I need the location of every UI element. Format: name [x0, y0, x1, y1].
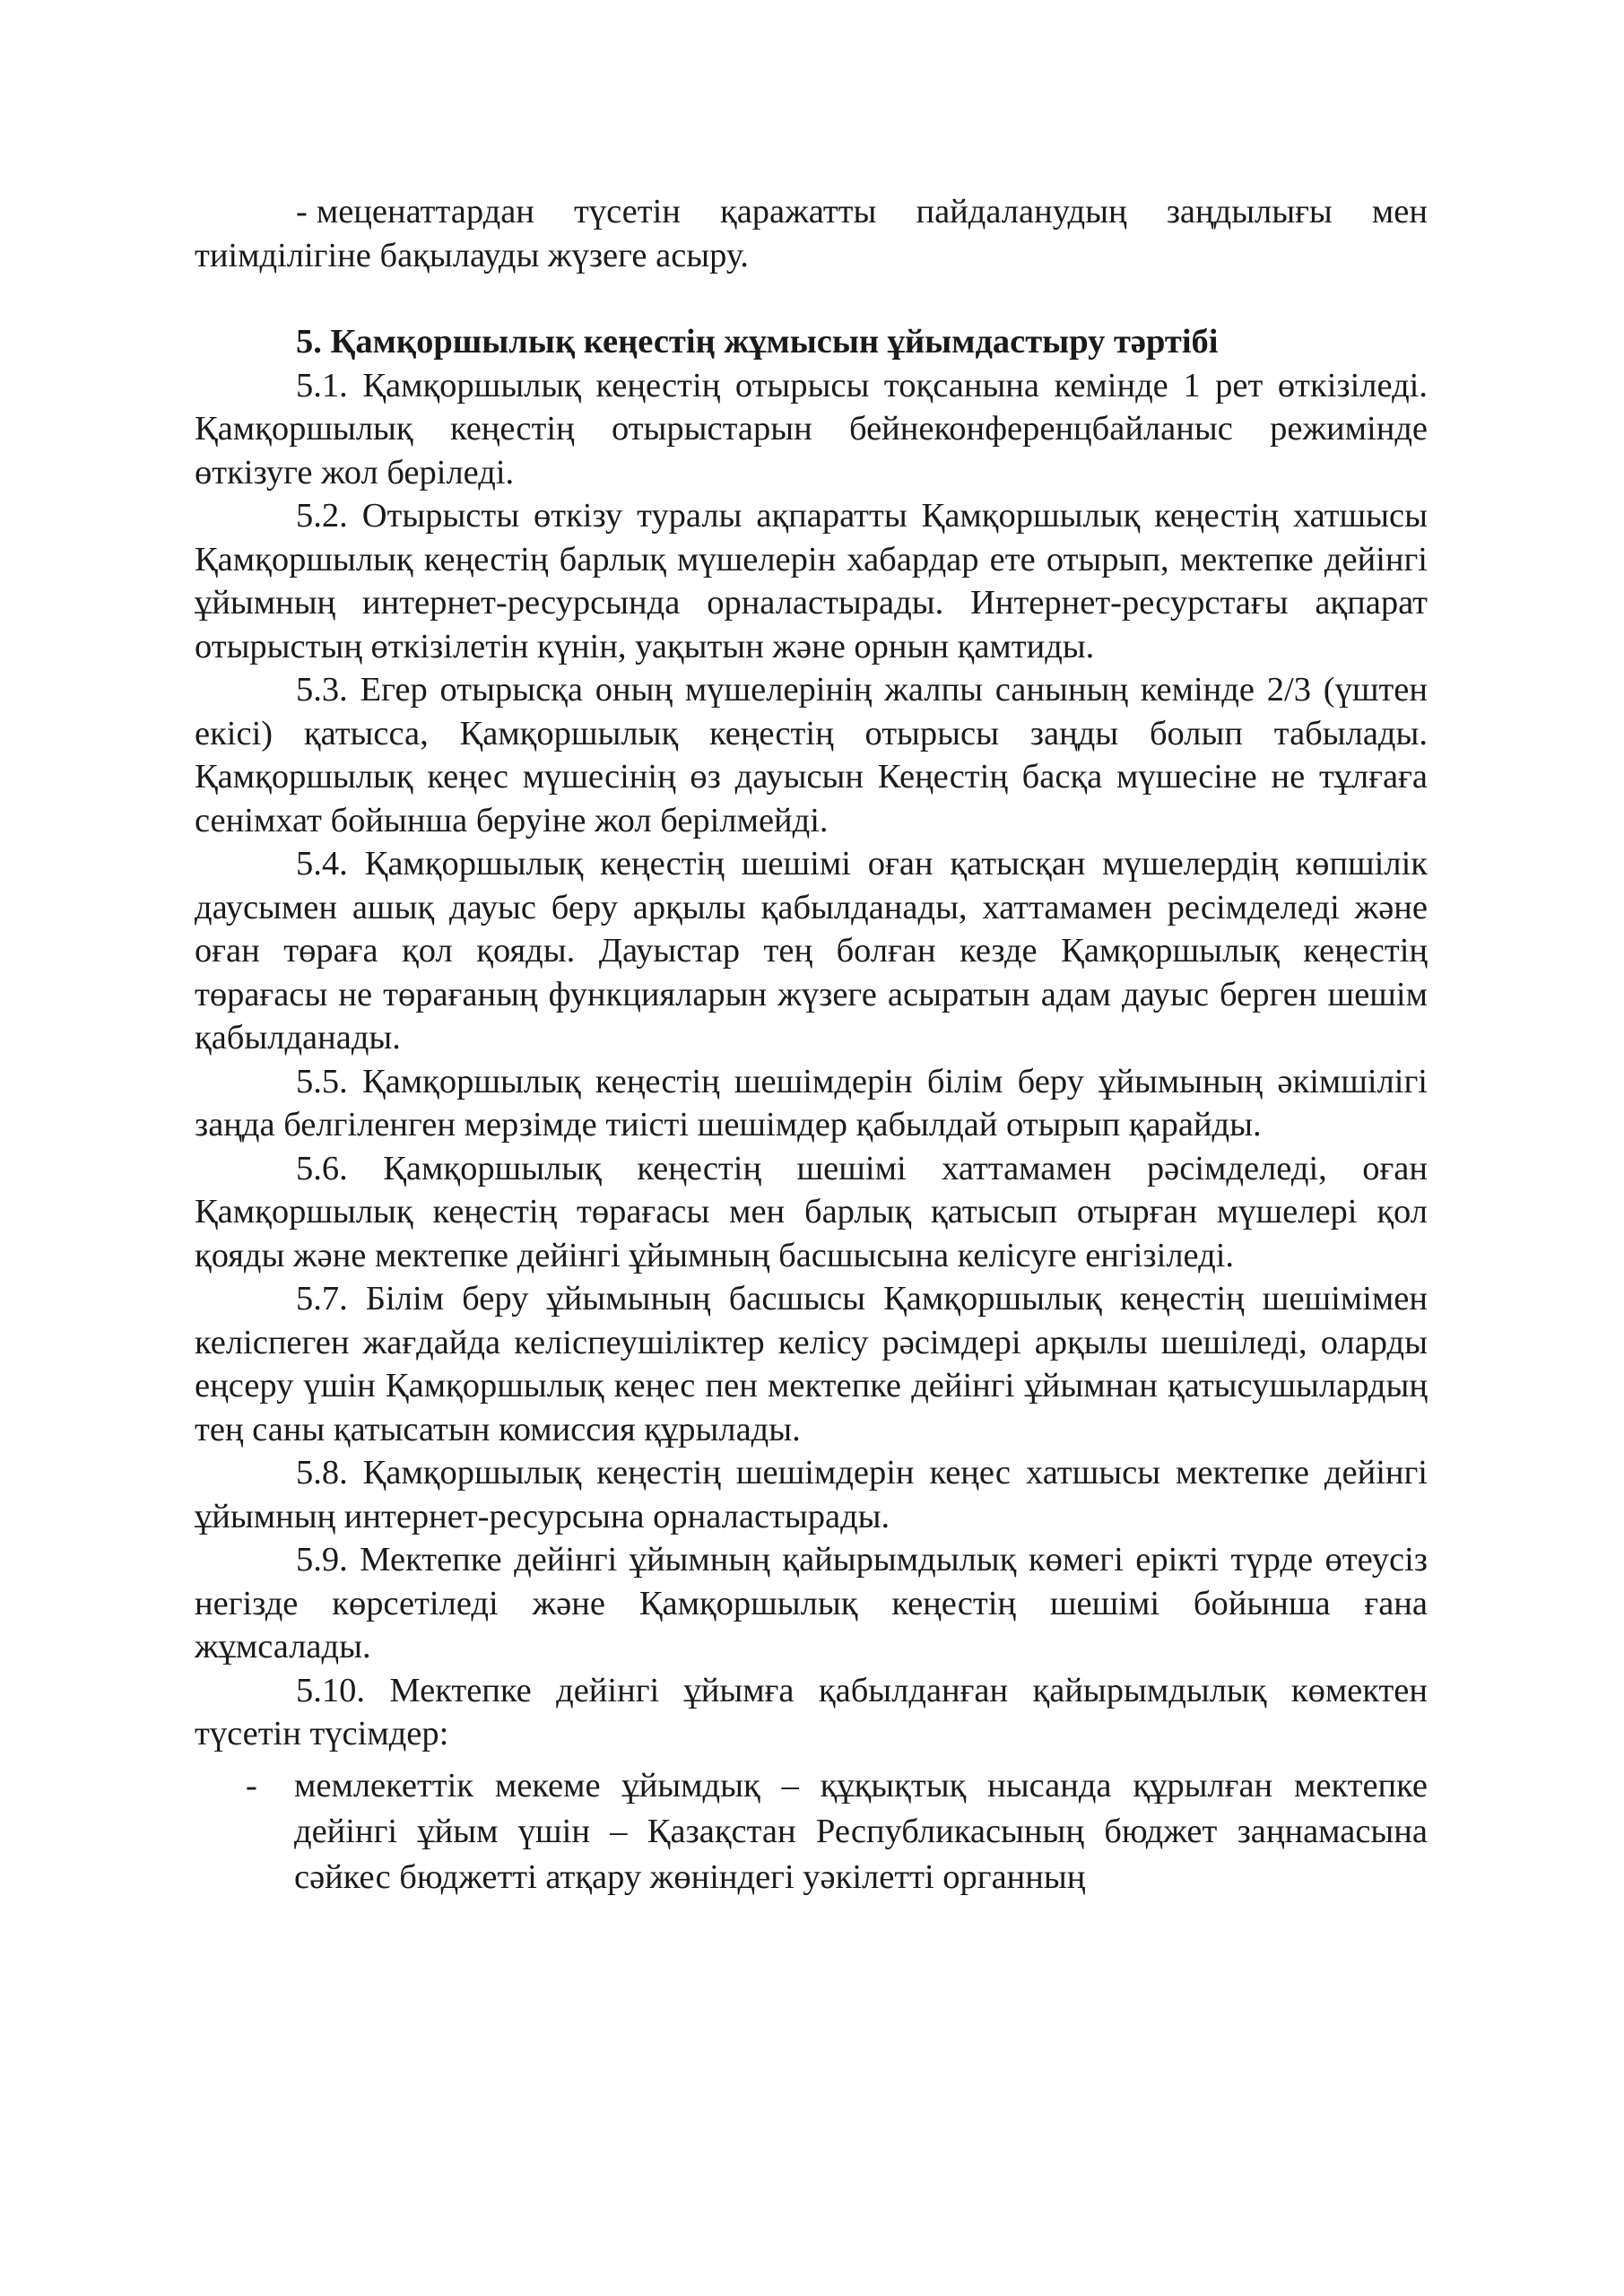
paragraph-5-5: 5.5. Қамқоршылық кеңестің шешімдерін білім беру ұйымының әкімшілігі заңда белгіленген мерзімде тиісті шешімдер қабылдай отырып қарайды. — [195, 1062, 1428, 1144]
intro-dash: - — [296, 193, 308, 230]
intro-text: меценаттардан түсетін қаражатты пайдаланудың заңдылығы мен тиімділігіне бақылауды жүзеге асыру. — [195, 193, 1428, 274]
paragraph-5-2: 5.2. Отырысты өткізу туралы ақпаратты Қамқоршылық кеңестің хатшысы Қамқоршылық кеңестің барлық мүшелерін хабардар ете отырып, мектепке дейінгі ұйымның интернет-ресурсында орналастырады. Интернет-ресурстағы ақпарат отырыстың өткізілетін күнін, уақытын және орнын қамтиды. — [195, 497, 1428, 665]
paragraph-5-6: 5.6. Қамқоршылық кеңестің шешімі хаттамамен рәсімделеді, оған Қамқоршылық кеңестің төрағасы мен барлық қатысып отырған мүшелері қол қояды және мектепке дейінгі ұйымның басшысына келісуге енгізіледі. — [195, 1149, 1428, 1274]
paragraph-5-10: 5.10. Мектепке дейінгі ұйымға қабылданған қайырымдылық көмектен түсетін түсімдер: — [195, 1671, 1428, 1752]
paragraph-5-1: 5.1. Қамқоршылық кеңестің отырысы тоқсанына кемінде 1 рет өткізіледі. Қамқоршылық кеңестің отырыстарын бейнеконференцбайланыс режимінде өткізуге жол беріледі. — [195, 366, 1428, 491]
paragraph-5-8: 5.8. Қамқоршылық кеңестің шешімдерін кеңес хатшысы мектепке дейінгі ұйымның интернет-ресурсына орналастырады. — [195, 1454, 1428, 1535]
paragraph-5-4: 5.4. Қамқоршылық кеңестің шешімі оған қатысқан мүшелердің көпшілік даусымен ашық дауыс беру арқылы қабылданады, хаттамамен ресімделеді және оған төраға қол қояды. Дауыстар тең болған кезде Қамқоршылық кеңестің төрағасы не төрағаның функцияларын жүзеге асыратын адам дауыс берген шешім қабылданады. — [195, 845, 1428, 1057]
paragraph-5-7: 5.7. Білім беру ұйымының басшысы Қамқоршылық кеңестің шешімімен келіспеген жағдайда келіспеушіліктер келісу рәсімдері арқылы шешіледі, оларды еңсеру үшін Қамқоршылық кеңес пен мектепке дейінгі ұйымнан қатысушылардың тең саны қатысатын комиссия құрылады. — [195, 1280, 1428, 1448]
intro-paragraph — [195, 190, 1428, 277]
paragraph-5-3: 5.3. Егер отырысқа оның мүшелерінің жалпы санының кемінде 2/3 (үштен екісі) қатысса, Қамқоршылық кеңестің отырысы заңды болып табылады. Қамқоршылық кеңес мүшесінің өз дауысын Кеңестің басқа мүшесіне не тұлғаға сенімхат бойынша беруіне жол берілмейді. — [195, 671, 1428, 839]
receipts-list — [195, 1763, 1428, 1900]
paragraph-5-9: 5.9. Мектепке дейінгі ұйымның қайырымдылық көмегі ерікті түрде өтеусіз негізде көрсетіледі және Қамқоршылық кеңестің шешімі бойынша ғана жұмсалады. — [195, 1541, 1428, 1665]
list-item — [195, 1763, 1428, 1900]
document-page — [195, 190, 1428, 1900]
list-dash: - — [246, 1766, 257, 1805]
section-title: 5. Қамқоршылық кеңестің жұмысын ұйымдастыру тәртібі — [296, 323, 1219, 361]
list-item-text: мемлекеттік мекеме ұйымдық – құқықтық нысанда құрылған мектепке дейінгі ұйым үшін – Қазақстан Республикасының бюджет заңнамасына сәйкес бюджетті атқару жөніндегі уәкілетті органның — [294, 1766, 1428, 1896]
